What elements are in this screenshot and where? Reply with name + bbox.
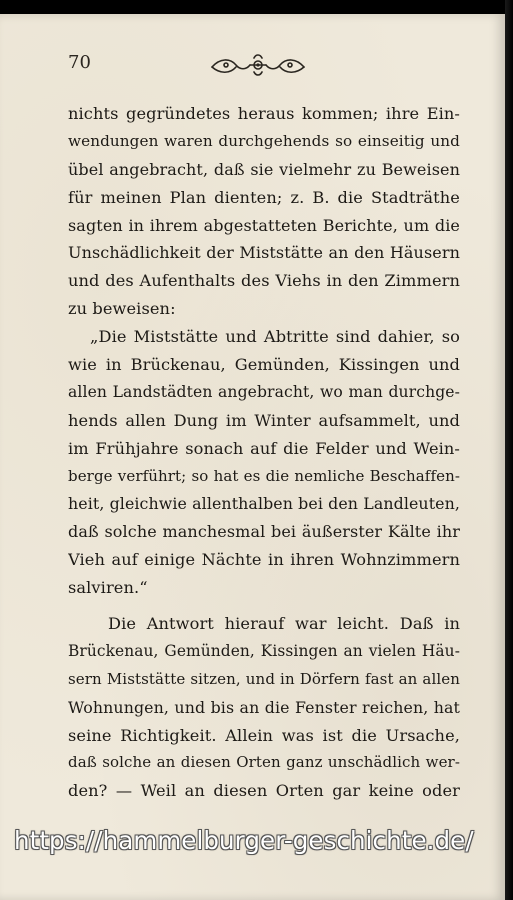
page-header <box>68 52 446 80</box>
text-line: daß solche an diesen Orten ganz unschädlich wer- <box>68 753 460 772</box>
watermark-link[interactable]: https://hammelburger-geschichte.de/ <box>14 826 474 855</box>
text-line: übel angebracht, daß sie vielmehr zu Beweisen <box>68 159 460 179</box>
text-line: für meinen Plan dienten; z. B. die Stadträthe <box>68 187 460 207</box>
text-line: allen Landstädten angebracht, wo man durchge- <box>68 382 460 401</box>
text-line: wie in Brückenau, Gemünden, Kissingen und <box>68 355 460 375</box>
paragraph-2-quote <box>68 323 460 602</box>
page-edge <box>505 0 513 900</box>
text-line: im Frühjahre sonach auf die Felder und Wein- <box>68 438 460 458</box>
text-line: und des Aufenthalts des Viehs in den Zimmern <box>68 271 460 291</box>
text-line: Brückenau, Gemünden, Kissingen an vielen Häu- <box>68 641 460 660</box>
text-line: Wohnungen, und bis an die Fenster reichen, hat <box>68 697 460 717</box>
ornament-icon <box>208 52 308 78</box>
text-line: daß solche manchesmal bei äußerster Kälte ihr <box>68 522 460 542</box>
text-line: seine Richtigkeit. Allein was ist die Ursache, <box>68 725 460 745</box>
paragraph-3 <box>68 610 460 805</box>
text-line: den? — Weil an diesen Orten gar keine oder <box>68 781 460 801</box>
text-line: berge verführt; so hat es die nemliche Beschaffen- <box>68 466 460 485</box>
paragraph-1 <box>68 100 460 323</box>
text-line: wendungen waren durchgehends so einseitig und <box>68 131 460 150</box>
text-line: zu beweisen: <box>68 299 176 319</box>
text-line: sern Miststätte sitzen, und in Dörfern fast an allen <box>68 669 460 688</box>
page-number: 70 <box>68 52 91 73</box>
text-line: nichts gegründetes heraus kommen; ihre Ein- <box>68 104 460 123</box>
text-line: „Die Miststätte und Abtritte sind dahier, so <box>90 327 460 347</box>
text-line: Unschädlichkeit der Miststätte an den Häusern <box>68 243 460 263</box>
text-line: sagten in ihrem abgestatteten Berichte, um die <box>68 215 460 235</box>
text-line: salviren.“ <box>68 578 148 598</box>
text-line: Die Antwort hierauf war leicht. Daß in <box>108 614 460 634</box>
text-line: heit, gleichwie allenthalben bei den Landleuten, <box>68 494 460 514</box>
page-body <box>68 100 460 805</box>
text-line: hends allen Dung im Winter aufsammelt, und <box>68 410 460 430</box>
text-line: Vieh auf einige Nächte in ihren Wohnzimmern <box>68 550 460 570</box>
